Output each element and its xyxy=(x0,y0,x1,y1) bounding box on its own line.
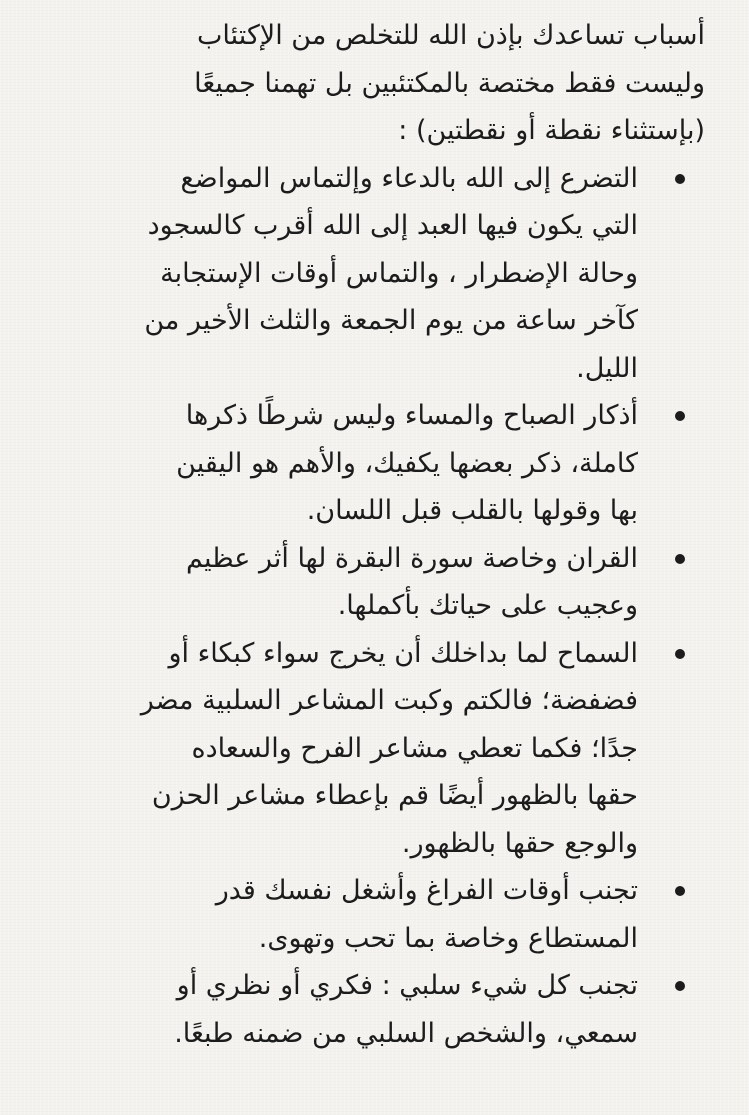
intro-line: أسباب تساعدك بإذن الله للتخلص من الإكتئاب xyxy=(197,20,705,51)
item-line: تجنب كل شيء سلبي : فكري أو نظري أو xyxy=(176,970,638,1001)
list-item xyxy=(40,630,705,868)
list-item xyxy=(40,535,705,630)
item-line: فضفضة؛ فالكتم وكبت المشاعر السلبية مضر xyxy=(140,685,638,716)
list-item xyxy=(40,155,705,393)
item-line: السماح لما بداخلك أن يخرج سواء كبكاء أو xyxy=(168,637,638,669)
item-line: بها وقولها بالقلب قبل اللسان. xyxy=(306,495,638,526)
item-line: جدًا؛ فكما تعطي مشاعر الفرح والسعاده xyxy=(191,732,638,764)
item-line: الليل. xyxy=(576,352,638,384)
item-line: المستطاع وخاصة بما تحب وتهوى. xyxy=(258,922,638,954)
bullet-dot-icon xyxy=(675,886,685,896)
bullet-dot-icon xyxy=(675,174,685,184)
item-line: وحالة الإضطرار ، والتماس أوقات الإستجابة xyxy=(160,257,638,289)
item-line: أذكار الصباح والمساء وليس شرطًا ذكرها xyxy=(185,400,638,431)
bullet-dot-icon xyxy=(675,411,685,421)
bullet-list xyxy=(40,155,705,1058)
item-line: تجنب أوقات الفراغ وأشغل نفسك قدر xyxy=(215,875,638,906)
item-line: التي يكون فيها العبد إلى الله أقرب كالسجود xyxy=(147,210,638,241)
item-line: سمعي، والشخص السلبي من ضمنه طبعًا. xyxy=(174,1017,638,1049)
intro-paragraph xyxy=(40,12,705,155)
item-line: وعجيب على حياتك بأكملها. xyxy=(337,590,638,621)
bullet-dot-icon xyxy=(675,649,685,659)
intro-line: (بإستثناء نقطة أو نقطتين) : xyxy=(398,115,705,146)
item-line: حقها بالظهور أيضًا قم بإعطاء مشاعر الحزن xyxy=(151,780,638,811)
bullet-dot-icon xyxy=(675,554,685,564)
item-line: والوجع حقها بالظهور. xyxy=(401,827,638,859)
item-line: التضرع إلى الله بالدعاء وإلتماس المواضع xyxy=(180,162,638,194)
list-item xyxy=(40,962,705,1057)
list-item xyxy=(40,867,705,962)
intro-line: وليست فقط مختصة بالمكتئبين بل تهمنا جميعًا xyxy=(194,67,705,99)
item-line: القران وخاصة سورة البقرة لها أثر عظيم xyxy=(186,542,638,574)
item-line: كآخر ساعة من يوم الجمعة والثلث الأخير من xyxy=(144,305,638,336)
item-line: كاملة، ذكر بعضها يكفيك، والأهم هو اليقين xyxy=(176,447,638,479)
list-item xyxy=(40,392,705,535)
bullet-dot-icon xyxy=(675,981,685,991)
